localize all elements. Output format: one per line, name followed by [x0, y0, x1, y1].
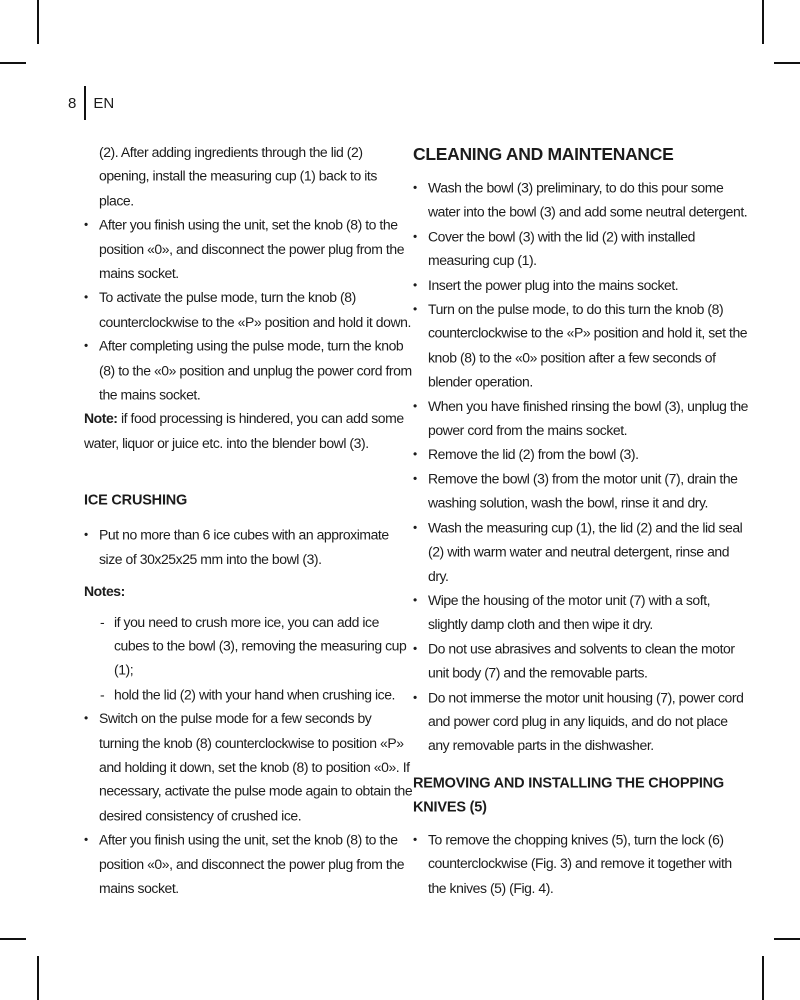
crop-mark: [762, 0, 764, 44]
section-heading-ice-crushing: ICE CRUSHING: [84, 492, 188, 509]
header-divider: [84, 86, 86, 120]
section-heading-cleaning: CLEANING AND MAINTENANCE: [413, 143, 674, 164]
list-item: • Put no more than 6 ice cubes with an approximate size of 30x25x25 mm into the bowl (3).: [84, 523, 414, 571]
list-item: • To remove the chopping knives (5), turn the lock (6) counterclockwise (Fig. 3) and remove it together with the knives (5) (Fig. 4).: [413, 827, 748, 900]
list-item: - if you need to crush more ice, you can add ice cubes to the bowl (3), removing the measuring cup (1);: [84, 609, 414, 682]
notes-list: [84, 609, 414, 706]
page-header: [68, 92, 114, 114]
list-item: • When you have finished rinsing the bowl (3), unplug the power cord from the mains socket.: [413, 394, 748, 442]
crop-mark: [0, 62, 26, 64]
list-item: • Remove the bowl (3) from the motor unit (7), drain the washing solution, wash the bowl, rinse it and dry.: [413, 467, 748, 515]
list-item: • To activate the pulse mode, turn the knob (8) counterclockwise to the «P» position and hold it down.: [84, 285, 414, 333]
list-item: • After you finish using the unit, set the knob (8) to the position «0», and disconnect the power plug from the mains socket.: [84, 828, 414, 901]
list-item: • Remove the lid (2) from the bowl (3).: [413, 442, 748, 466]
knives-list: [413, 827, 748, 900]
list-item: • Switch on the pulse mode for a few seconds by turning the knob (8) counterclockwise to position «P» and holding it down, set the knob (8) to position «0». If necessary, activate the pulse mode again to obtain the desired consistency of crushed ice.: [84, 706, 414, 827]
notes-label: Notes:: [84, 583, 125, 600]
note-paragraph: [84, 407, 414, 455]
list-item: • Insert the power plug into the mains socket.: [413, 273, 748, 297]
left-column: [84, 140, 414, 900]
crop-mark: [762, 956, 764, 1000]
continued-paragraph: (2). After adding ingredients through the lid (2) opening, install the measuring cup (1) back to its place.: [99, 143, 377, 209]
list-item: • Wash the bowl (3) preliminary, to do this pour some water into the bowl (3) and add some neutral detergent.: [413, 176, 748, 224]
note-label: Note:: [84, 410, 118, 427]
list-item: • After you finish using the unit, set the knob (8) to the position «0», and disconnect the power plug from the mains socket.: [84, 213, 414, 286]
language-code: EN: [93, 94, 115, 112]
list-item: • Do not immerse the motor unit housing (7), power cord and power cord plug in any liquids, and do not place any removable parts in the dishwasher.: [413, 685, 748, 758]
section-heading-knives: REMOVING AND INSTALLING THE CHOPPING KNIVES (5): [413, 775, 725, 816]
crop-mark: [0, 938, 26, 940]
list-item: • Wipe the housing of the motor unit (7) with a soft, slightly damp cloth and then wipe it dry.: [413, 588, 748, 636]
crop-mark: [774, 938, 800, 940]
crop-mark: [37, 0, 39, 44]
cleaning-list: [413, 176, 748, 758]
list-item: - hold the lid (2) with your hand when crushing ice.: [84, 682, 414, 706]
ice-list-continued: [84, 706, 414, 900]
list-item: • Turn on the pulse mode, to do this turn the knob (8) counterclockwise to the «P» position and hold it, set the knob (8) to the «0» position after a few seconds of blender operation.: [413, 297, 748, 394]
crop-mark: [774, 62, 800, 64]
page-number: 8: [68, 94, 77, 112]
list-item: • After completing using the pulse mode, turn the knob (8) to the «0» position and unplug the power cord from the mains socket.: [84, 334, 414, 407]
list-item: • Do not use abrasives and solvents to clean the motor unit body (7) and the removable parts.: [413, 636, 748, 684]
note-text: if food processing is hindered, you can add some water, liquor or juice etc. into the blender bowl (3).: [84, 410, 404, 451]
list-item: • Wash the measuring cup (1), the lid (2) and the lid seal (2) with warm water and neutral detergent, rinse and dry.: [413, 515, 748, 588]
right-column: [413, 140, 748, 900]
usage-list: [84, 213, 414, 407]
list-item: • Cover the bowl (3) with the lid (2) with installed measuring cup (1).: [413, 224, 748, 272]
crop-mark: [37, 956, 39, 1000]
ice-list: [84, 523, 414, 571]
